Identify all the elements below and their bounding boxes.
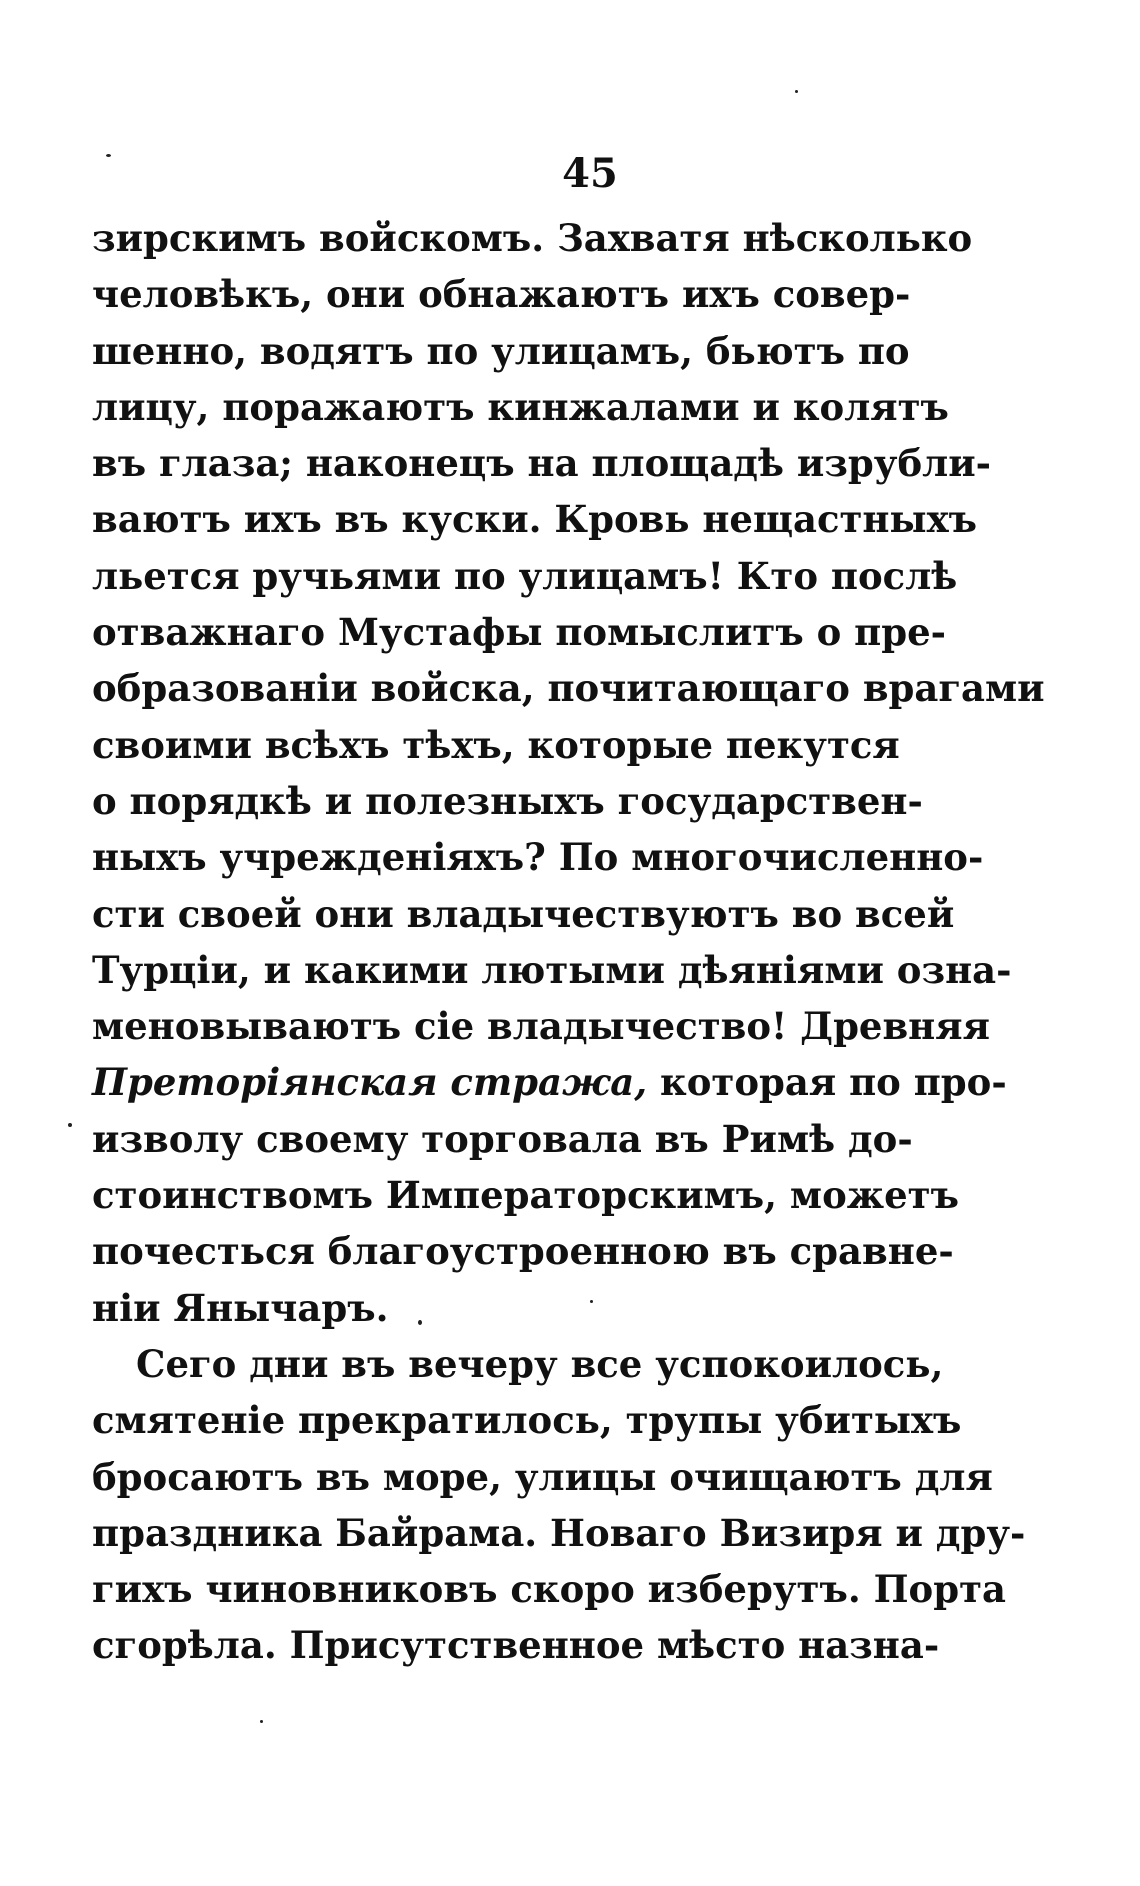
text-line: образованіи войска, почитающаго врагами <box>92 666 1045 711</box>
text-line-rest: которая по про- <box>660 1060 1007 1105</box>
scan-speck <box>590 1300 593 1303</box>
scan-speck <box>106 154 111 157</box>
text-line: лицу, поражаютъ кинжалами и колятъ <box>92 384 949 429</box>
text-line: изволу своему торговала въ Римѣ до- <box>92 1116 913 1161</box>
text-line: сти своей они владычествуютъ во всей <box>92 891 955 936</box>
page-number: 45 <box>562 150 618 197</box>
text-line: человѣкъ, они обнажаютъ ихъ совер- <box>92 272 911 317</box>
text-line: Сего дни въ вечеру все успокоилось, <box>136 1341 944 1386</box>
italic-phrase: Преторіянская стража, <box>92 1060 648 1105</box>
text-line: Турціи, и какими лютыми дѣяніями озна- <box>92 947 1012 992</box>
text-line: въ глаза; наконецъ на площадѣ изрубли- <box>92 441 992 486</box>
text-line: стоинствомъ Императорскимъ, можетъ <box>92 1173 959 1218</box>
text-line: о порядкѣ и полезныхъ государствен- <box>92 778 923 823</box>
text-line: ваютъ ихъ въ куски. Кровь нещастныхъ <box>92 497 978 542</box>
text-line: сгорѣла. Присутственное мѣсто назна- <box>92 1623 940 1668</box>
text-line: ніи Янычаръ. <box>92 1285 389 1330</box>
scan-speck <box>418 1320 422 1325</box>
text-line: почесться благоустроенною въ сравне- <box>92 1229 954 1274</box>
text-line: отважнаго Мустафы помыслитъ о пре- <box>92 610 946 655</box>
text-line: зирскимъ войскомъ. Захватя нѣсколько <box>92 216 973 260</box>
text-line: шенно, водятъ по улицамъ, бьютъ по <box>92 328 910 373</box>
text-line: гихъ чиновниковъ скоро изберутъ. Порта <box>92 1567 1006 1612</box>
text-line: льется ручьями по улицамъ! Кто послѣ <box>92 553 958 598</box>
text-line: праздника Байрама. Новаго Визиря и дру- <box>92 1510 1026 1555</box>
text-line: бросаютъ въ море, улицы очищаютъ для <box>92 1454 993 1499</box>
text-line: своими всѣхъ тѣхъ, которые пекутся <box>92 722 900 767</box>
scan-speck <box>68 1123 72 1127</box>
scan-speck <box>795 90 798 93</box>
text-line: меновываютъ сіе владычество! Древняя <box>92 1004 990 1049</box>
text-line: смятеніе прекратилось, трупы убитыхъ <box>92 1398 962 1443</box>
text-line <box>92 1054 1007 1110</box>
scan-speck <box>260 1720 263 1723</box>
text-line: ныхъ учрежденіяхъ? По многочисленно- <box>92 835 984 880</box>
body-text <box>92 210 1045 1674</box>
